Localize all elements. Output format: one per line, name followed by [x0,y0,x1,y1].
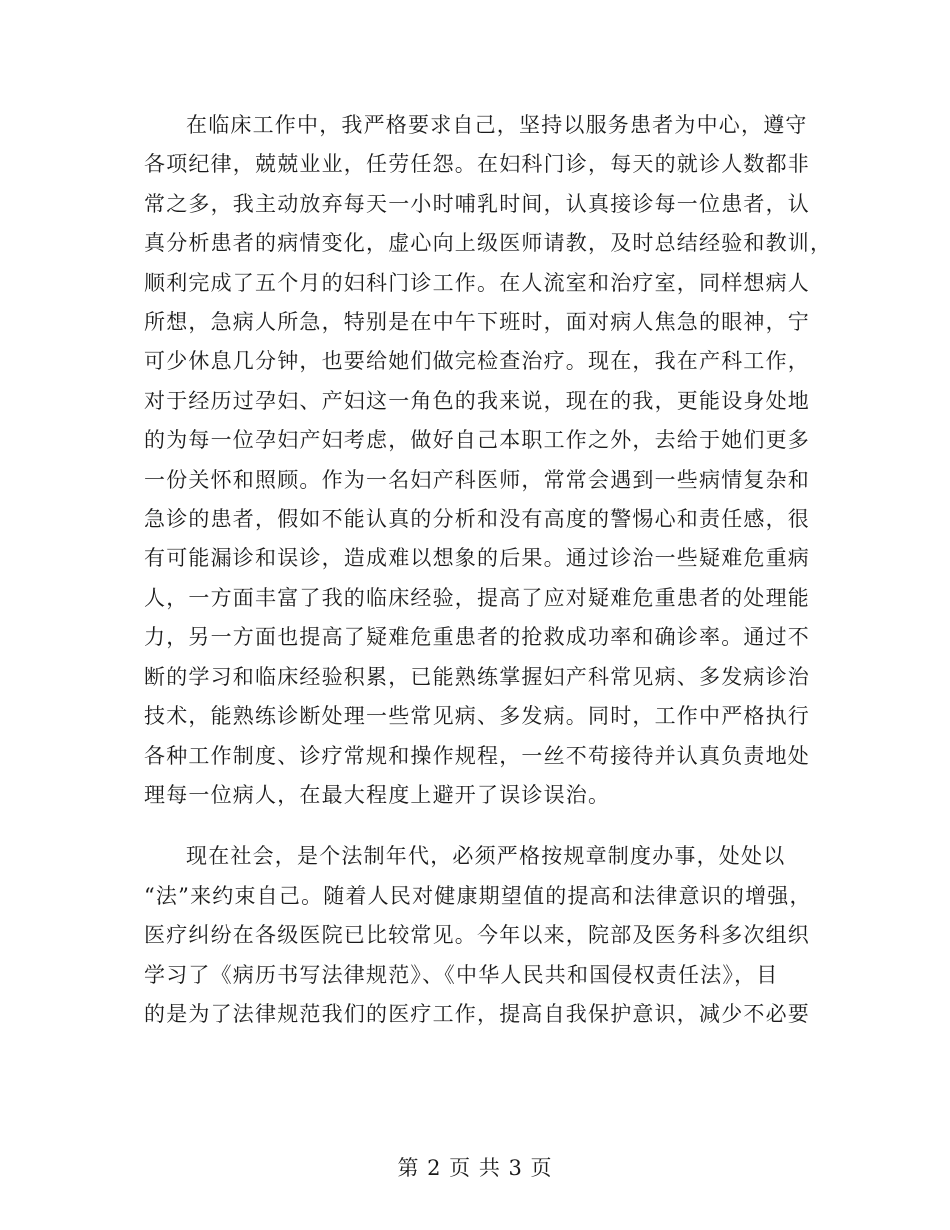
paragraph-line: 真分析患者的病情变化，虚心向上级医师请教，及时总结经验和教训， [144,231,833,256]
paragraph-line: 的为每一位孕妇产妇考虑，做好自己本职工作之外，去给于她们更多 [144,428,810,453]
paragraph-2 [144,837,812,1034]
paragraph-line: 技术，能熟练诊断处理一些常见病、多发病。同时，工作中严格执行 [144,704,810,729]
paragraph-line: 在临床工作中，我严格要求自己，坚持以服务患者为中心，遵守 [186,113,808,137]
paragraph-line: 断的学习和临床经验积累，已能熟练掌握妇产科常见病、多发病诊治 [144,664,810,689]
paragraph-line: 常之多，我主动放弃每天一小时哺乳时间，认真接诊每一位患者，认 [144,191,810,216]
document-body [144,106,833,1034]
paragraph-line: 有可能漏诊和误诊，造成难以想象的后果。通过诊治一些疑难危重病 [144,546,810,571]
paragraph-line: 理每一位病人，在最大程度上避开了误诊误治。 [144,782,611,807]
paragraph-line: 力，另一方面也提高了疑难危重患者的抢救成功率和确诊率。通过不 [144,625,810,650]
paragraph-line: 一份关怀和照顾。作为一名妇产科医师，常常会遇到一些病情复杂和 [144,467,810,492]
paragraph-line: 急诊的患者，假如不能认真的分析和没有高度的警惕心和责任感，很 [144,507,810,532]
paragraph-line: 各项纪律，兢兢业业，任劳任怨。在妇科门诊，每天的就诊人数都非 [144,152,810,177]
paragraph-line: “法”来约束自己。随着人民对健康期望值的提高和法律意识的增强， [144,883,812,908]
page-number-footer: 第 2 页 共 3 页 [397,1156,553,1180]
paragraph-1 [144,106,833,815]
paragraph-line: 顺利完成了五个月的妇科门诊工作。在人流室和治疗室，同样想病人 [144,270,810,295]
paragraph-line: 医疗纠纷在各级医院已比较常见。今年以来，院部及医务科多次组织 [144,923,810,948]
paragraph-line: 所想，急病人所急，特别是在中午下班时，面对病人焦急的眼神，宁 [144,310,810,335]
paragraph-line: 各种工作制度、诊疗常规和操作规程，一丝不苟接待并认真负责地处 [144,743,810,768]
paragraph-line: 对于经历过孕妇、产妇这一角色的我来说，现在的我，更能设身处地 [144,388,810,413]
paragraph-line: 学习了《病历书写法律规范》、《中华人民共和国侵权责任法》，目 [144,962,779,987]
paragraph-line: 的是为了法律规范我们的医疗工作，提高自我保护意识，减少不必要 [144,1001,810,1026]
paragraph-line: 现在社会，是个法制年代，必须严格按规章制度办事，处处以 [186,844,786,869]
paragraph-line: 可少休息几分钟，也要给她们做完检查治疗。现在，我在产科工作， [144,349,810,374]
paragraph-line: 人，一方面丰富了我的临床经验，提高了应对疑难危重患者的处理能 [144,585,810,610]
